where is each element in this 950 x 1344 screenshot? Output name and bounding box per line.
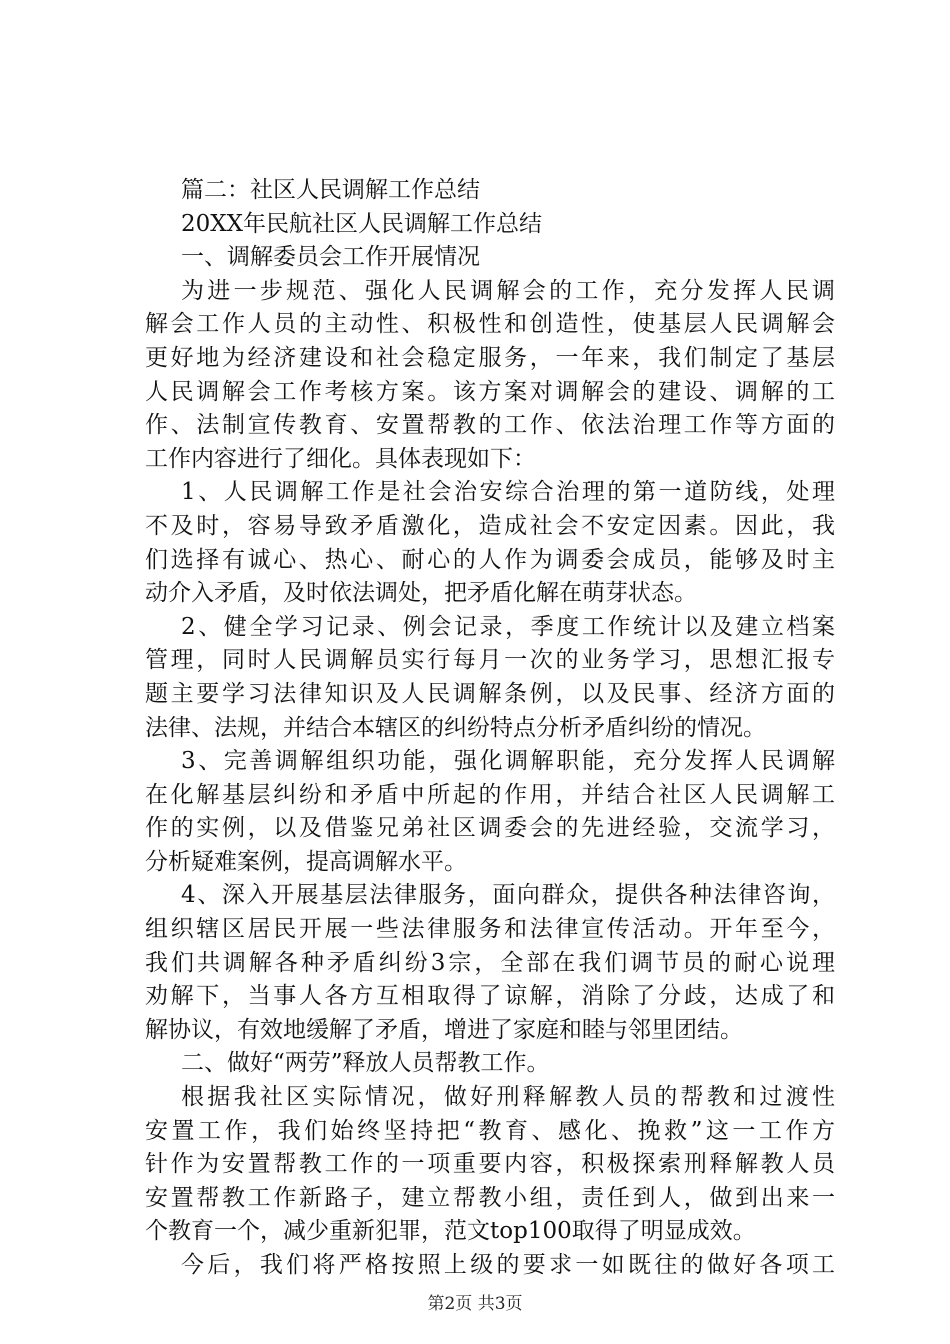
paragraph-line: 根据我社区实际情况，做好刑释解教人员的帮教和过渡性 [181, 1084, 835, 1111]
paragraph-line: 分析疑难案例，提高调解水平。 [145, 848, 467, 875]
paragraph-line: 人民调解会工作考核方案。该方案对调解会的建设、调解的工 [145, 378, 835, 405]
paragraph-line: 工作内容进行了细化。具体表现如下： [145, 445, 536, 472]
paragraph-line: 在化解基层纠纷和矛盾中所起的作用，并结合社区人民调解工 [145, 781, 835, 808]
page-number-label: 第2页 共3页 [427, 1294, 523, 1314]
paragraph-line: 2、健全学习记录、例会记录，季度工作统计以及建立档案 [181, 613, 835, 640]
paragraph-line: 组织辖区居民开展一些法律服务和法律宣传活动。开年至今， [145, 916, 835, 943]
paragraph-line: 动介入矛盾，及时依法调处，把矛盾化解在萌芽状态。 [145, 580, 697, 607]
paragraph-line: 们选择有诚心、热心、耐心的人作为调委会成员，能够及时主 [145, 546, 835, 573]
paragraph-line: 个教育一个，减少重新犯罪，范文top100取得了明显成效。 [145, 1218, 756, 1245]
heading-2: 二、做好“两劳”释放人员帮教工作。 [181, 1050, 550, 1077]
page-footer [0, 1293, 950, 1315]
paragraph-line: 劝解下，当事人各方互相取得了谅解，消除了分歧，达成了和 [145, 983, 835, 1010]
paragraph-line: 题主要学习法律知识及人民调解条例，以及民事、经济方面的 [145, 680, 835, 707]
paragraph-line: 作、法制宣传教育、安置帮教的工作、依法治理工作等方面的 [145, 412, 835, 439]
document-body [145, 174, 835, 1283]
heading-1: 一、调解委员会工作开展情况 [181, 244, 480, 271]
paragraph-line: 作的实例，以及借鉴兄弟社区调委会的先进经验，交流学习， [145, 815, 835, 842]
report-title: 20XX年民航社区人民调解工作总结 [181, 210, 543, 237]
paragraph-line: 安置帮教工作新路子，建立帮教小组，责任到人，做到出来一 [145, 1184, 835, 1211]
paragraph-line: 安置工作，我们始终坚持把“教育、感化、挽救”这一工作方 [145, 1117, 835, 1144]
paragraph-line: 今后，我们将严格按照上级的要求一如既往的做好各项工 [181, 1252, 835, 1278]
paragraph-line: 解协议，有效地缓解了矛盾，增进了家庭和睦与邻里团结。 [145, 1016, 743, 1043]
paragraph-line: 管理，同时人民调解员实行每月一次的业务学习，思想汇报专 [145, 647, 835, 674]
paragraph-line: 我们共调解各种矛盾纠纷3宗，全部在我们调节员的耐心说理 [145, 949, 835, 976]
paragraph-line: 4、深入开展基层法律服务，面向群众，提供各种法律咨询， [181, 882, 835, 909]
paragraph-line: 1、人民调解工作是社会治安综合治理的第一道防线，处理 [181, 479, 835, 506]
paragraph-line: 不及时，容易导致矛盾激化，造成社会不安定因素。因此，我 [145, 512, 835, 539]
paragraph-line: 法律、法规，并结合本辖区的纠纷特点分析矛盾纠纷的情况。 [145, 714, 766, 741]
paragraph-line: 解会工作人员的主动性、积极性和创造性，使基层人民调解会 [145, 311, 835, 338]
paragraph-line: 更好地为经济建设和社会稳定服务，一年来，我们制定了基层 [145, 344, 835, 371]
paragraph-line: 为进一步规范、强化人民调解会的工作，充分发挥人民调 [181, 277, 835, 304]
paragraph-line: 针作为安置帮教工作的一项重要内容，积极探索刑释解教人员 [145, 1151, 835, 1178]
paragraph-line: 3、完善调解组织功能，强化调解职能，充分发挥人民调解 [181, 748, 835, 775]
section-title: 篇二：社区人民调解工作总结 [181, 177, 480, 203]
